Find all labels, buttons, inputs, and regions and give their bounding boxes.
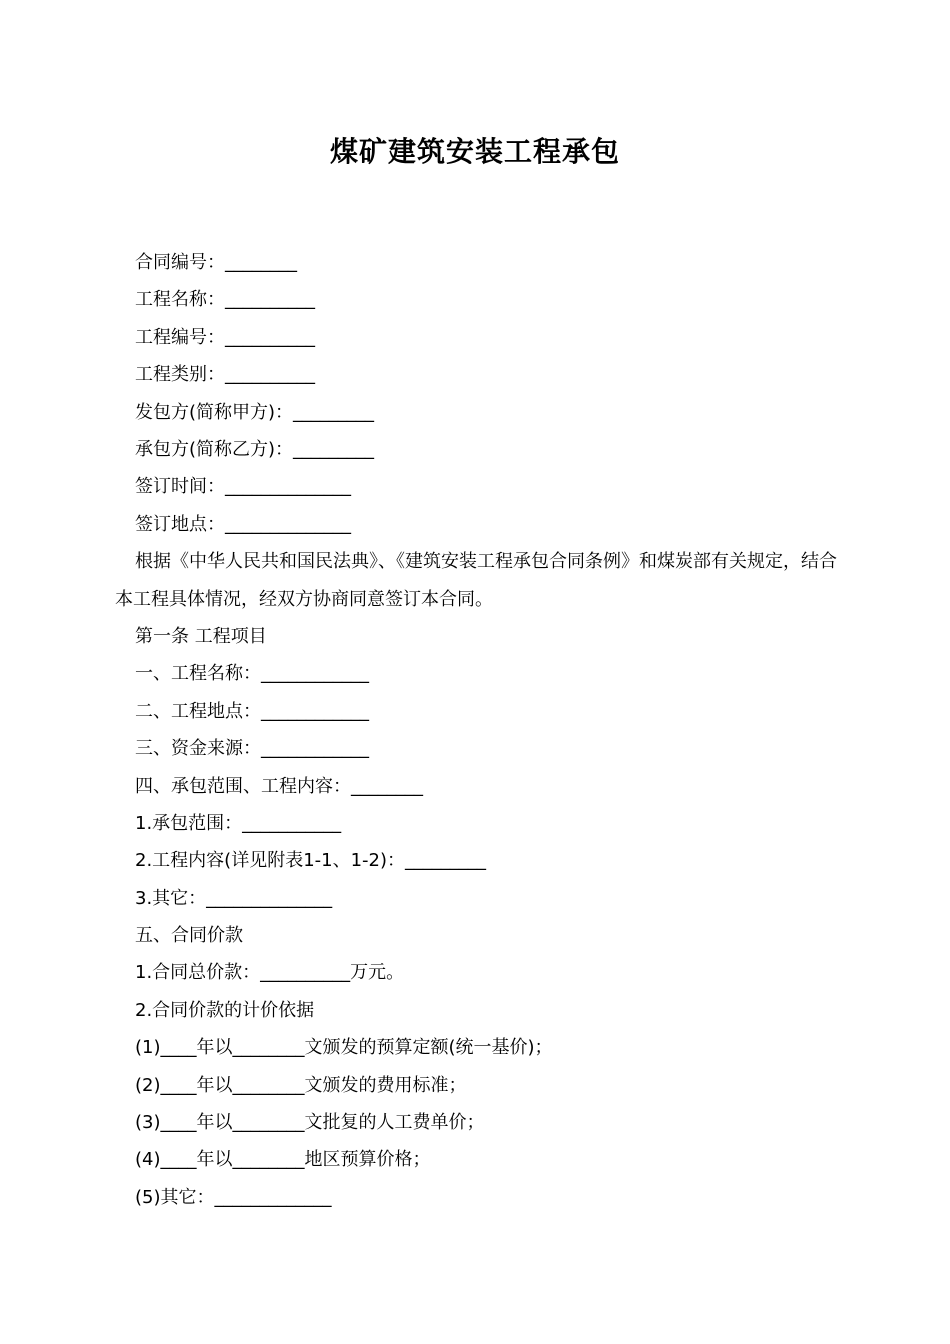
project-name-line: 工程名称：__________	[135, 289, 315, 311]
item-contract-price: 五、合同价款	[135, 925, 243, 947]
project-number-line: 工程编号：__________	[135, 326, 315, 348]
party-a-line: 发包方(简称甲方)：_________	[135, 401, 375, 423]
basis-item-3: (3)____年以________文批复的人工费单价；	[135, 1112, 485, 1134]
document-body	[115, 244, 840, 1216]
article-one-heading: 第一条 工程项目	[135, 625, 267, 647]
item-scope-content: 四、承包范围、工程内容：________	[135, 775, 423, 797]
basis-item-2: (2)____年以________文颁发的费用标准；	[135, 1074, 467, 1096]
sub-item-other: 3.其它：______________	[135, 887, 333, 909]
project-category-line: 工程类别：__________	[135, 364, 315, 386]
intro-paragraph: 根据《中华人民共和国民法典》、《建筑安装工程承包合同条例》和煤炭部有关规定，结合本工程具体情况，经双方协商同意签订本合同。	[115, 551, 837, 610]
sub-item-scope: 1.承包范围：___________	[135, 812, 342, 834]
item-funding-source: 三、资金来源：____________	[135, 738, 369, 760]
basis-item-5: (5)其它：_____________	[135, 1186, 332, 1208]
item-project-location: 二、工程地点：____________	[135, 700, 369, 722]
basis-item-1: (1)____年以________文颁发的预算定额(统一基价)；	[135, 1037, 553, 1059]
document-title: 煤矿建筑安装工程承包	[329, 135, 620, 168]
sub-item-content: 2.工程内容(详见附表1-1、1-2)：_________	[135, 850, 487, 872]
item-project-name: 一、工程名称：____________	[135, 663, 369, 685]
contract-number-line: 合同编号：________	[135, 252, 297, 273]
sub-item-pricing-basis: 2.合同价款的计价依据	[135, 999, 315, 1021]
party-b-line: 承包方(简称乙方)：_________	[135, 438, 375, 460]
basis-item-4: (4)____年以________地区预算价格；	[135, 1149, 431, 1171]
sub-item-total-price: 1.合同总价款：__________万元。	[135, 962, 405, 984]
signing-time-line: 签订时间：______________	[135, 476, 351, 498]
signing-place-line: 签订地点：______________	[135, 513, 351, 535]
